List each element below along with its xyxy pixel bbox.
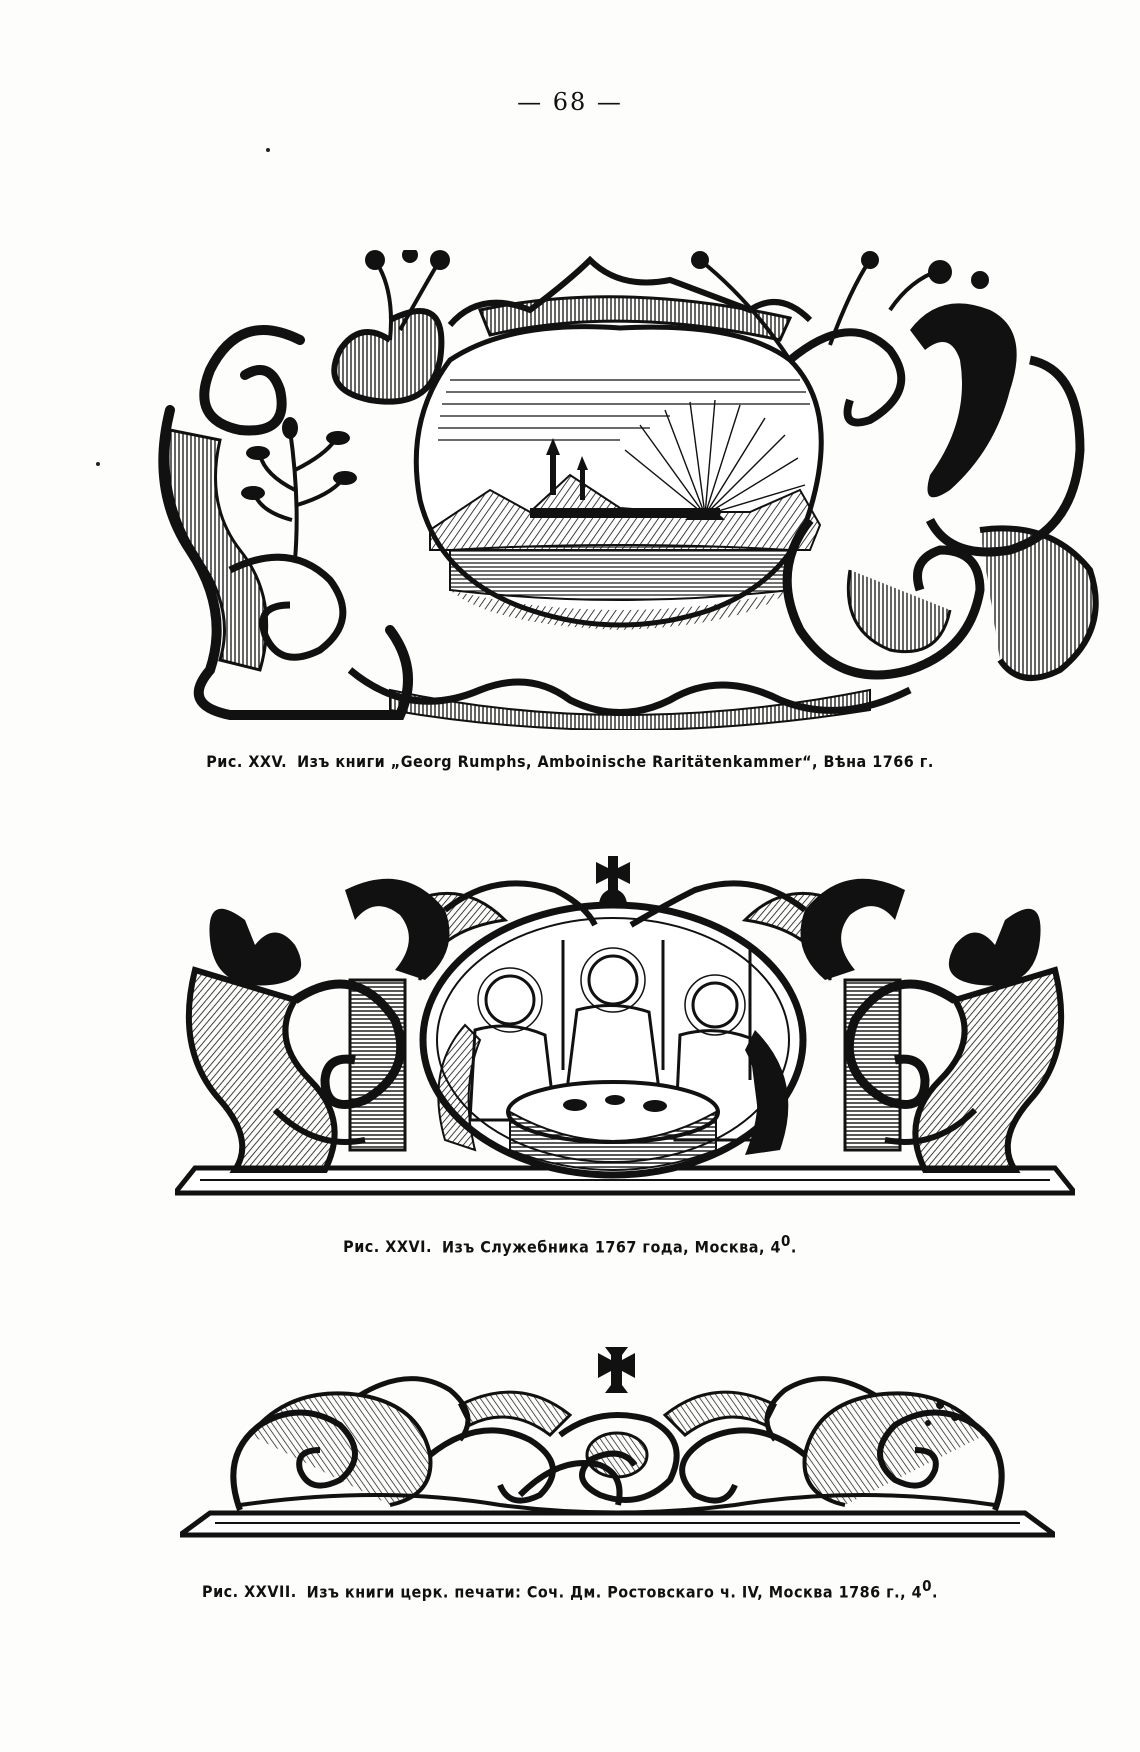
figure-27-engraving bbox=[180, 1345, 1055, 1545]
figure-label: Рис. XXVII. bbox=[202, 1582, 297, 1602]
figure-caption-text: Изъ Служебника 1767 года, Москва, 4 bbox=[441, 1237, 781, 1257]
figure-caption-text: Изъ книги церк. печати: Соч. Дм. Ростовскаго ч. IV, Москва 1786 г., 4 bbox=[306, 1582, 923, 1602]
figure-25-caption bbox=[0, 752, 1140, 771]
figure-caption-text: Изъ книги „Georg Rumphs, Amboinische Raritätenkammer“, Вѣна 1766 г. bbox=[297, 752, 934, 771]
figure-27-caption bbox=[0, 1577, 1140, 1601]
figure-26-engraving bbox=[175, 850, 1075, 1205]
figure-label: Рис. XXVI. bbox=[343, 1237, 432, 1257]
scan-speck bbox=[266, 148, 270, 152]
format-degree: 0 bbox=[781, 1232, 791, 1250]
acanthus-headpiece-three-angels-icon bbox=[175, 850, 1075, 1205]
format-degree: 0 bbox=[922, 1577, 933, 1595]
caption-period: . bbox=[932, 1582, 938, 1602]
page-number: — 68 — bbox=[517, 88, 623, 116]
figure-25-engraving bbox=[150, 250, 1100, 730]
scan-speck bbox=[96, 462, 100, 466]
rococo-cartouche-landscape-icon bbox=[150, 250, 1100, 730]
figure-label: Рис. XXV. bbox=[206, 752, 288, 771]
figure-26-caption bbox=[0, 1232, 1140, 1256]
rococo-scroll-headpiece-cross-icon bbox=[180, 1345, 1055, 1545]
caption-period: . bbox=[790, 1237, 797, 1257]
